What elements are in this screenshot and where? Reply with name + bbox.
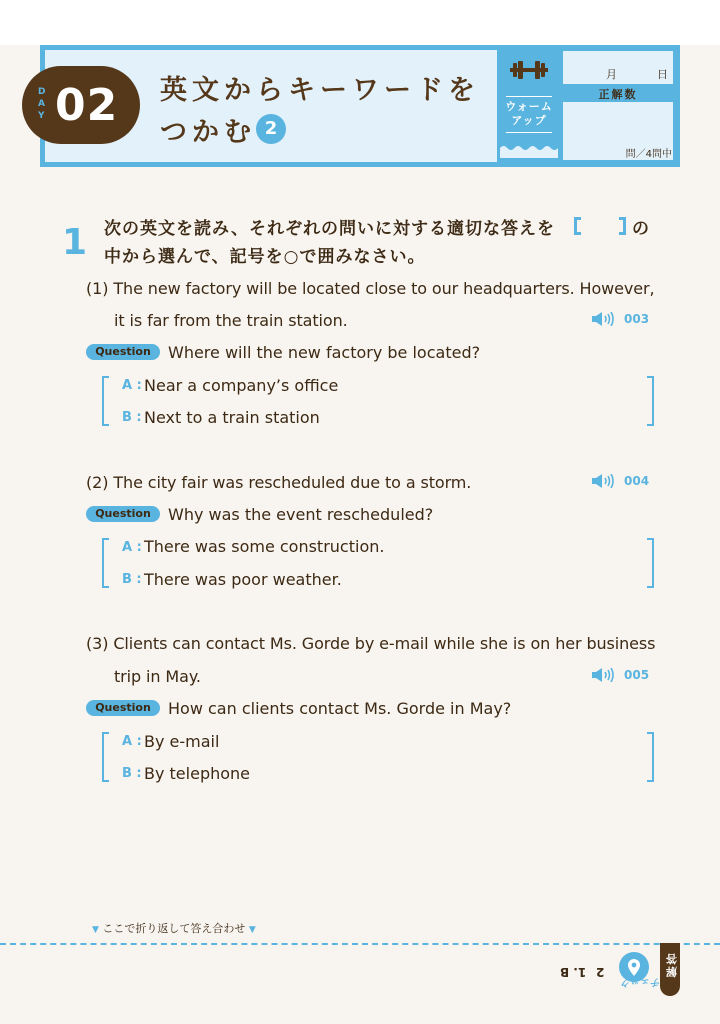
item-2-option-a-letter[interactable]: A :: [122, 540, 142, 555]
item-2-text-line1: (2) The city fair was rescheduled due to a storm.: [86, 473, 472, 492]
dumbbell-icon: [510, 60, 548, 80]
item-1-question: Where will the new factory be located?: [168, 343, 481, 362]
answer-bracket-icon: [574, 217, 626, 235]
speaker-icon: [592, 474, 620, 488]
warmup-divider-top: [506, 96, 552, 97]
audio-track-number: 005: [624, 668, 650, 682]
instruction-line1: 次の英文を読み、それぞれの問いに対する適切な答えを: [104, 219, 556, 239]
item-1-option-a[interactable]: Near a company’s office: [144, 376, 339, 395]
date-month-label: 月: [606, 68, 617, 81]
page-title-line1: 英文からキーワードを: [160, 75, 480, 106]
instruction-line2: 中から選んで、記号を○で囲みなさい。: [104, 247, 426, 267]
audio-track-number: 004: [624, 474, 650, 488]
warmup-panel: [500, 50, 558, 158]
item-3-question: How can clients contact Ms. Gorde in May?: [168, 699, 512, 718]
answer-tab-label: 解答: [666, 952, 677, 978]
date-day-label: 日: [657, 68, 668, 81]
speaker-icon: [592, 668, 620, 682]
page-title-line2: つかむ: [160, 117, 256, 148]
item-2-question: Why was the event rescheduled?: [168, 505, 434, 524]
item-1-option-b-letter[interactable]: B :: [122, 410, 142, 425]
score-label: 正解数: [598, 88, 638, 101]
item-3-text-line1: (3) Clients can contact Ms. Gorde by e-mail while she is on her business: [86, 634, 656, 653]
day-number: 02: [55, 80, 119, 131]
speaker-icon: [592, 312, 620, 326]
item-1-text-line1: (1) The new factory will be located close to our headquarters. However,: [86, 279, 655, 298]
item-3-option-a-letter[interactable]: A :: [122, 734, 142, 749]
item-1-text-line2: it is far from the train station.: [114, 311, 348, 330]
question-badge: Question: [86, 344, 160, 360]
answer-number: 2: [596, 965, 605, 979]
warmup-divider-bottom: [506, 132, 552, 133]
question-badge: Question: [86, 700, 160, 716]
instruction-line1-end: の: [632, 219, 649, 239]
item-3-text-line2: trip in May.: [114, 667, 201, 686]
fold-instruction: ▼ ここで折り返して答え合わせ ▼: [92, 922, 256, 935]
item-3-option-b-letter[interactable]: B :: [122, 766, 142, 781]
item-2-option-b[interactable]: There was poor weather.: [144, 570, 342, 589]
item-1-option-b[interactable]: Next to a train station: [144, 408, 320, 427]
item-2-audio-track[interactable]: [592, 474, 649, 488]
item-3-audio-track[interactable]: [592, 668, 649, 682]
answer-text: 1. B: [560, 965, 587, 979]
warmup-label: ウォーム アップ: [505, 100, 553, 127]
item-3-option-a[interactable]: By e-mail: [144, 732, 220, 751]
wave-decoration-icon: [500, 142, 558, 158]
item-2-option-b-letter[interactable]: B :: [122, 572, 142, 587]
question-number: 1: [62, 222, 88, 263]
score-count-label: 問／4問中: [625, 149, 672, 160]
item-3-option-b[interactable]: By telephone: [144, 764, 251, 783]
check-label: チェック: [620, 976, 660, 987]
audio-track-number: 003: [624, 312, 650, 326]
item-2-option-a[interactable]: There was some construction.: [144, 537, 385, 556]
title-part-badge: 2: [256, 114, 286, 144]
item-1-option-a-letter[interactable]: A :: [122, 378, 142, 393]
fold-line: [0, 943, 720, 945]
item-1-audio-track[interactable]: [592, 312, 649, 326]
triangle-down-icon: ▼: [248, 925, 256, 935]
question-badge: Question: [86, 506, 160, 522]
day-label: D A Y: [38, 87, 46, 121]
page-background: [0, 45, 720, 1024]
triangle-down-icon: ▼: [92, 925, 99, 935]
